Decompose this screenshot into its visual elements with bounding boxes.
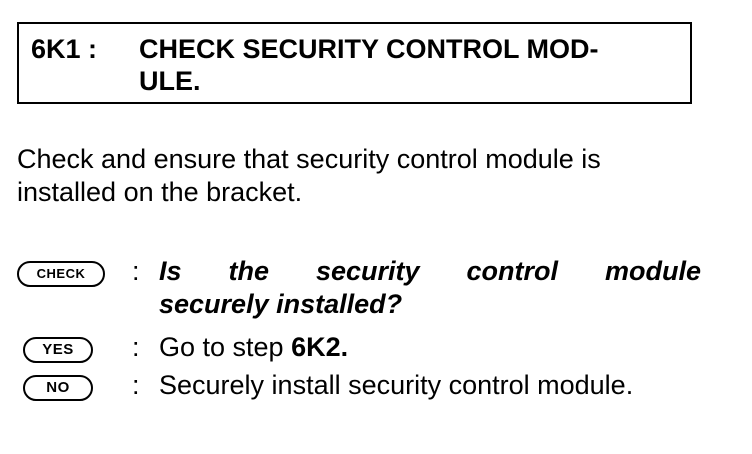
no-answer: Securely install security control module.	[159, 370, 634, 400]
check-question-line-2: securely installed?	[159, 289, 403, 319]
check-question-line-1	[159, 255, 701, 288]
no-colon: :	[132, 370, 140, 400]
check-colon: :	[132, 256, 140, 286]
no-badge: NO	[23, 375, 93, 401]
q-word-control: control	[466, 256, 558, 286]
step-title-line-2: ULE.	[139, 66, 201, 96]
intro-line-2: installed on the bracket.	[17, 177, 303, 207]
intro-line-1: Check and ensure that security control module is	[17, 144, 601, 174]
q-word-module: module	[604, 256, 701, 286]
q-word-the: the	[228, 256, 269, 286]
yes-step-ref: 6K2.	[291, 332, 349, 362]
check-question	[159, 255, 701, 321]
step-title	[139, 33, 679, 97]
intro-paragraph	[17, 143, 717, 209]
step-header-box	[17, 22, 692, 104]
step-code: 6K1 :	[31, 34, 98, 64]
yes-text: Go to step	[159, 332, 292, 362]
q-word-security: security	[315, 256, 420, 286]
check-badge: CHECK	[17, 261, 105, 287]
yes-colon: :	[132, 332, 140, 362]
yes-badge: YES	[23, 337, 93, 363]
step-title-line-1: CHECK SECURITY CONTROL MOD-	[139, 34, 599, 64]
q-word-is: Is	[159, 256, 182, 286]
yes-answer	[159, 331, 701, 364]
